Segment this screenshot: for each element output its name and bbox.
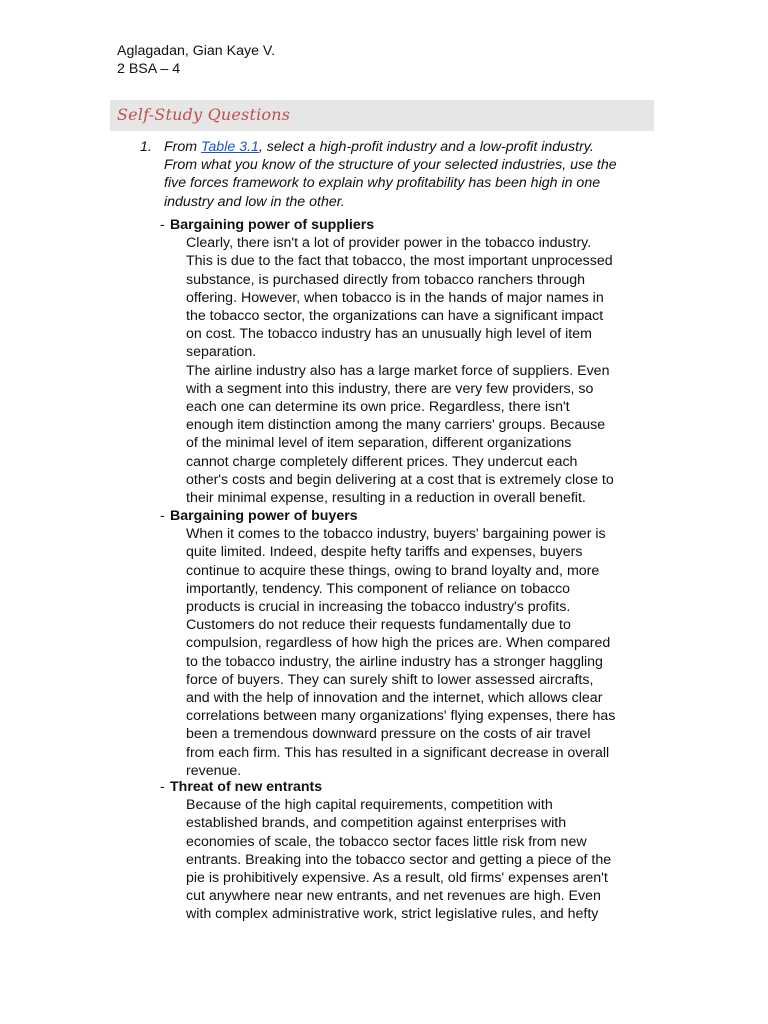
section-body	[186, 796, 660, 923]
section-title: Threat of new entrants	[170, 779, 323, 795]
body-line: established brands, and competition against enterprises with	[186, 815, 567, 832]
body-line: other's costs and begin delivering at a cost that is extremely close to	[186, 471, 614, 488]
body-line: enough item distinction among the many carriers' groups. Because	[186, 417, 606, 434]
question-text	[164, 138, 664, 211]
body-line: This is due to the fact that tobacco, the most important unprocessed	[186, 253, 613, 270]
question-line: five forces framework to explain why profitability has been high in one	[164, 175, 601, 192]
body-line: importantly, tendency. This component of reliance on tobacco	[186, 580, 571, 597]
section-title: Bargaining power of buyers	[170, 508, 358, 524]
section-buyers	[160, 507, 660, 780]
body-line: correlations between many organizations' flying expenses, there has	[186, 708, 616, 725]
body-line: with complex administrative work, strict legislative rules, and hefty	[186, 906, 599, 923]
body-line: the tobacco sector, the organizations can have a significant impact	[186, 308, 604, 325]
question-line: From what you know of the structure of your selected industries, use the	[164, 157, 617, 174]
bullet-dash: -	[160, 779, 165, 795]
body-line: The airline industry also has a large market force of suppliers. Even	[186, 362, 610, 379]
body-line: economies of scale, the tobacco sector faces little risk from new	[186, 833, 587, 850]
question-number: 1.	[140, 139, 152, 155]
body-line: and with the help of innovation and the internet, which allows clear	[186, 690, 603, 707]
section-suppliers	[160, 216, 660, 507]
body-line: force of buyers. They can surely shift to lower assessed aircrafts,	[186, 671, 594, 688]
section-banner	[110, 100, 654, 131]
body-line: quite limited. Indeed, despite hefty tariffs and expenses, buyers	[186, 544, 583, 561]
question-line: , select a high-profit industry and a low-profit industry.	[258, 139, 594, 155]
body-line: Clearly, there isn't a lot of provider power in the tobacco industry.	[186, 235, 592, 252]
section-title: Bargaining power of suppliers	[170, 217, 375, 233]
section-body	[186, 234, 660, 507]
body-line: products is crucial in increasing the tobacco industry's profits.	[186, 599, 571, 616]
body-line: their minimal expense, resulting in a reduction in overall benefit.	[186, 490, 586, 507]
section-new-entrants	[160, 778, 660, 924]
body-line: revenue.	[186, 762, 242, 779]
section-body	[186, 525, 660, 780]
body-line: entrants. Breaking into the tobacco sector and getting a piece of the	[186, 851, 612, 868]
body-line: to the tobacco industry, the airline industry has a stronger haggling	[186, 653, 603, 670]
author-header	[117, 42, 275, 78]
body-line: with a segment into this industry, there are very few providers, so	[186, 380, 594, 397]
body-line: on cost. The tobacco industry has an unusually high level of item	[186, 326, 592, 343]
body-line: cut anywhere near new entrants, and net revenues are high. Even	[186, 888, 601, 905]
body-line: offering. However, when tobacco is in the hands of major names in	[186, 289, 604, 306]
body-line: been a tremendous downward pressure on the costs of air travel	[186, 726, 591, 743]
body-line: When it comes to the tobacco industry, buyers' bargaining power is	[186, 526, 606, 543]
body-line: separation.	[186, 344, 257, 361]
body-line: Because of the high capital requirements, competition with	[186, 797, 553, 814]
bullet-dash: -	[160, 217, 165, 233]
banner-title: Self-Study Questions	[117, 105, 291, 124]
body-line: from each firm. This has resulted in a significant decrease in overall	[186, 744, 610, 761]
body-line: pie is prohibitively expensive. As a result, old firms' expenses aren't	[186, 870, 608, 887]
body-line: each one can determine its own price. Regardless, there isn't	[186, 399, 570, 416]
body-line: compulsion, regardless of how high the prices are. When compared	[186, 635, 611, 652]
author-section: 2 BSA – 4	[117, 61, 181, 77]
question-prefix: From	[164, 139, 202, 155]
body-line: substance, is purchased directly from tobacco ranchers through	[186, 271, 586, 288]
body-line: continue to acquire these things, owing to brand loyalty and, more	[186, 562, 600, 579]
bullet-dash: -	[160, 508, 165, 524]
body-line: Customers do not reduce their requests fundamentally due to	[186, 617, 571, 634]
question-line: industry and low in the other.	[164, 193, 345, 210]
author-name: Aglagadan, Gian Kaye V.	[117, 43, 276, 59]
table-link[interactable]: Table 3.1	[201, 139, 259, 155]
body-line: of the minimal level of item separation, different organizations	[186, 435, 572, 452]
body-line: cannot charge completely different prices. They undercut each	[186, 453, 578, 470]
